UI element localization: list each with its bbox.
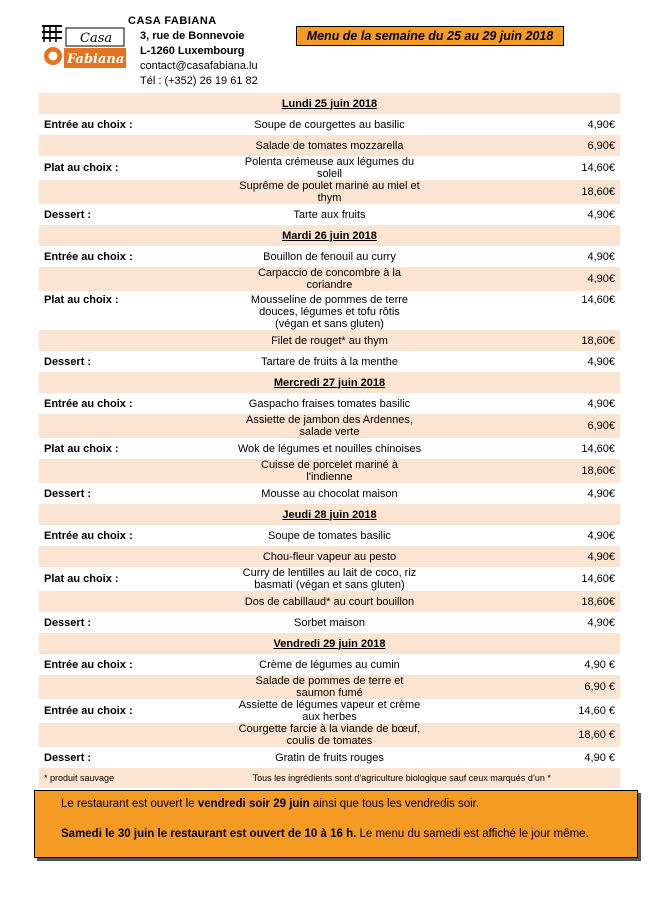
day-header	[39, 372, 620, 393]
dish-name	[233, 483, 427, 504]
dish-text: Assiette de jambon des Ardennes, salade verte	[246, 414, 413, 438]
dish-text: Dos de cabillaud* au court bouillon	[244, 595, 415, 608]
email: contact@casafabiana.lu	[140, 60, 258, 72]
dish-name	[233, 246, 427, 267]
dish-note: (végan et sans gluten)	[275, 318, 384, 330]
course-label	[39, 330, 233, 351]
dish-text: Salade de tomates mozzarella	[255, 139, 404, 152]
course-label: Dessert :	[44, 487, 92, 500]
menu-row	[39, 351, 620, 372]
course-label	[39, 723, 233, 747]
dish-name	[233, 723, 427, 747]
dish-name	[233, 414, 427, 438]
menu-row	[39, 699, 620, 723]
dish-text: Mousseline de pommes de terre douces, légumes et tofu rôtis	[250, 294, 409, 318]
dish-name	[233, 459, 427, 483]
dish-name	[233, 546, 427, 567]
dish-text: Chou-fleur vapeur au pesto	[262, 550, 397, 563]
dish-price: 4,90€	[587, 118, 615, 131]
dish-name	[233, 351, 427, 372]
dish-price: 14,60€	[581, 442, 615, 455]
day-title: Jeudi 28 juin 2018	[39, 504, 620, 525]
restaurant-name: CASA FABIANA	[128, 15, 217, 27]
menu-row	[39, 567, 620, 591]
dish-text: Mousse au chocolat maison	[261, 487, 398, 500]
day-title: Mardi 26 juin 2018	[39, 225, 620, 246]
course-label: Entrée au choix :	[44, 118, 133, 131]
notice-box	[34, 790, 638, 858]
course-label	[39, 675, 233, 699]
notice-line-1: Le restaurant est ouvert le vendredi soir 29 juin ainsi que tous les vendredis soir.	[61, 798, 480, 810]
menu-row	[39, 654, 620, 675]
footnote-left: * produit sauvage	[39, 768, 233, 788]
dish-name	[233, 567, 427, 591]
dish-name	[233, 135, 427, 156]
day-header	[39, 225, 620, 246]
dish-name	[233, 747, 427, 768]
course-label: Entrée au choix :	[44, 658, 133, 671]
dish-text: Cuisse de porcelet mariné à l'indienne	[261, 459, 398, 483]
day-title: Vendredi 29 juin 2018	[39, 633, 620, 654]
dish-text: Courgette farcie à la viande de bœuf, coulis de tomates	[238, 723, 421, 747]
dish-text: Crème de légumes au cumin	[259, 658, 400, 671]
dish-text: Tartare de fruits à la menthe	[261, 355, 398, 368]
menu-row	[39, 267, 620, 291]
dish-price: 4,90 €	[584, 658, 615, 671]
course-label: Dessert :	[44, 355, 92, 368]
dish-price: 18,60€	[426, 459, 620, 483]
phone: Tél : (+352) 26 19 61 82	[140, 75, 258, 87]
dish-name	[233, 654, 427, 675]
menu-row	[39, 180, 620, 204]
course-label	[39, 546, 233, 567]
course-label: Dessert :	[44, 751, 92, 764]
dish-price: 4,90€	[587, 355, 615, 368]
course-label: Dessert :	[44, 208, 92, 221]
dish-price: 18,60€	[426, 180, 620, 204]
dish-text: Gratin de fruits rouges	[275, 751, 384, 764]
dish-price: 14,60€	[581, 294, 615, 306]
dish-name	[233, 180, 427, 204]
dish-name	[233, 591, 427, 612]
dish-price: 4,90€	[426, 546, 620, 567]
dish-text: Soupe de courgettes au basilic	[254, 118, 405, 131]
course-label: Plat au choix :	[44, 442, 119, 455]
casa-fabiana-logo	[40, 22, 126, 70]
day-title: Mercredi 27 juin 2018	[39, 372, 620, 393]
dish-price: 4,90 €	[584, 751, 615, 764]
course-label	[39, 414, 233, 438]
menu-row	[39, 459, 620, 483]
dish-text: Bouillon de fenouil au curry	[263, 250, 396, 263]
menu-row	[39, 156, 620, 180]
dish-name	[233, 267, 427, 291]
dish-name	[233, 675, 427, 699]
dish-text: Suprême de poulet mariné au miel et thym	[239, 180, 420, 204]
dish-price: 4,90€	[587, 250, 615, 263]
course-label: Dessert :	[44, 616, 92, 629]
dish-name	[233, 204, 427, 225]
menu-row	[39, 747, 620, 768]
footnote-row	[39, 768, 620, 788]
dish-name	[233, 393, 427, 414]
dish-text: Wok de légumes et nouilles chinoises	[237, 442, 422, 455]
dish-price: 14,60€	[581, 162, 615, 174]
dish-text: Sorbet maison	[294, 616, 365, 629]
dish-text: Carpaccio de concombre à la coriandre	[257, 267, 402, 291]
course-label	[39, 591, 233, 612]
notice-line-2: Samedi le 30 juin le restaurant est ouvert de 10 à 16 h. Le menu du samedi est affiché le jour même.	[61, 828, 589, 840]
course-label: Plat au choix :	[44, 162, 119, 174]
dish-price: 18,60€	[426, 591, 620, 612]
dish-price: 4,90€	[587, 616, 615, 629]
dish-price: 6,90€	[426, 135, 620, 156]
dish-price: 14,60€	[581, 573, 615, 585]
dish-name	[233, 525, 427, 546]
menu-row	[39, 483, 620, 504]
menu-row	[39, 204, 620, 225]
course-label: Entrée au choix :	[44, 705, 133, 717]
svg-text:Casa: Casa	[80, 31, 113, 46]
day-header	[39, 504, 620, 525]
day-header	[39, 633, 620, 654]
street: 3, rue de Bonnevoie	[140, 30, 245, 42]
dish-text: Tarte aux fruits	[293, 208, 366, 221]
menu-row	[39, 330, 620, 351]
menu-row	[39, 675, 620, 699]
dish-name	[233, 330, 427, 351]
dish-text: Soupe de tomates basilic	[268, 529, 391, 542]
course-label: Entrée au choix :	[44, 250, 133, 263]
menu-row	[39, 246, 620, 267]
dish-name	[233, 612, 427, 633]
course-label	[39, 135, 233, 156]
header	[0, 0, 650, 92]
dish-name	[233, 156, 427, 180]
day-title: Lundi 25 juin 2018	[39, 93, 620, 114]
dish-price: 4,90€	[426, 267, 620, 291]
dish-price: 4,90€	[587, 208, 615, 221]
course-label: Plat au choix :	[44, 294, 119, 306]
course-label	[39, 459, 233, 483]
dish-name	[233, 438, 427, 459]
dish-price: 18,60€	[426, 330, 620, 351]
course-label	[39, 180, 233, 204]
dish-price: 4,90€	[587, 487, 615, 500]
menu-row	[39, 291, 620, 330]
dish-name	[233, 699, 427, 723]
svg-text:Fabiana: Fabiana	[67, 52, 125, 67]
course-label: Entrée au choix :	[44, 529, 133, 542]
dish-price: 6,90 €	[426, 675, 620, 699]
menu-row	[39, 612, 620, 633]
dish-text: Gaspacho fraises tomates basilic	[248, 397, 411, 410]
dish-text: Salade de pommes de terre et saumon fumé	[255, 675, 404, 699]
menu-row	[39, 114, 620, 135]
address-block	[128, 14, 258, 89]
menu-row	[39, 723, 620, 747]
dish-name	[233, 291, 427, 330]
menu-row	[39, 525, 620, 546]
dish-text: Curry de lentilles au lait de coco, riz basmati (végan et sans gluten)	[242, 567, 417, 591]
dish-price: 4,90€	[587, 529, 615, 542]
dish-name	[233, 114, 427, 135]
footnote-right: Tous les ingrédients sont d’agriculture biologique sauf ceux marqués d’un *	[233, 768, 620, 788]
course-label: Plat au choix :	[44, 573, 119, 585]
menu-row	[39, 591, 620, 612]
course-label	[39, 267, 233, 291]
dish-text: Assiette de légumes vapeur et crème aux herbes	[238, 699, 421, 723]
dish-price: 18,60 €	[426, 723, 620, 747]
menu-row	[39, 135, 620, 156]
city: L-1260 Luxembourg	[140, 45, 245, 57]
menu-row	[39, 438, 620, 459]
dish-price: 6,90€	[426, 414, 620, 438]
dish-price: 4,90€	[587, 397, 615, 410]
course-label: Entrée au choix :	[44, 397, 133, 410]
dish-text: Polenta crémeuse aux légumes du soleil	[244, 156, 415, 180]
menu-row	[39, 414, 620, 438]
menu-title: Menu de la semaine du 25 au 29 juin 2018	[296, 26, 564, 46]
menu-row	[39, 393, 620, 414]
day-header	[39, 93, 620, 114]
dish-price: 14,60 €	[578, 705, 615, 717]
menu-table	[39, 93, 620, 788]
menu-row	[39, 546, 620, 567]
dish-text: Filet de rouget* au thym	[271, 334, 388, 347]
